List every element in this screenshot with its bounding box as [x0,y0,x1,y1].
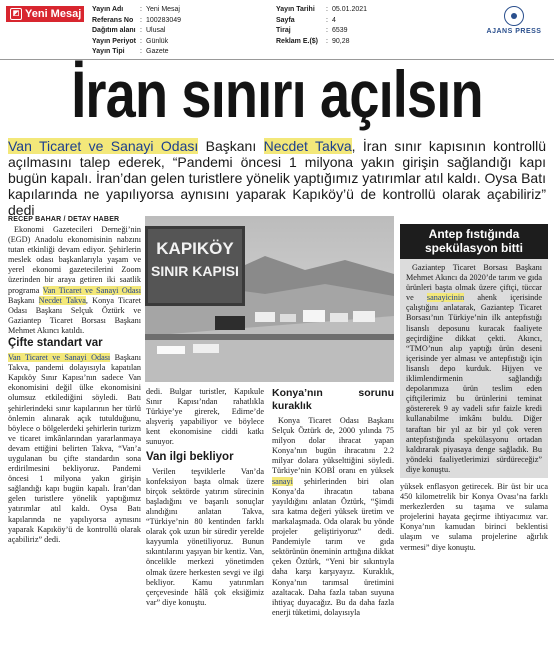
meta-value-type: Gazete [146,48,169,55]
sidebar-box [400,224,548,478]
article-column-3 [272,387,394,618]
col1-highlight-org: Van Ticaret ve Sanayi Odası [42,285,141,295]
meta-label-ref: Referans No [92,16,134,24]
agency-logo [484,6,544,35]
col3-subheading: Konya’nın sorunu kuraklık [272,387,394,412]
meta-value-ref: 100283049 [146,16,182,24]
article-column-4 [400,482,548,553]
col1-highlight-person: Necdet Takva [38,295,86,305]
publication-meta-left: Yayın Adı : Yeni Mesaj Referans No : 100283049 Dağıtım alanı : Ulusal Yayın Periyot : Günlük Yayın Tipi : Gazete [92,5,252,59]
meta-label-ad-value: Reklam E.($) [276,37,319,45]
logo-text: Yeni Mesaj [25,8,82,20]
meta-value-ad-value: 90,28 [332,37,350,45]
col1-paragraph-2: Van Ticaret ve Sanayi Odası Başkanı Takva, pandemi dolayısıyla kapatılan Kapıköy Sınır Kapısı’nın sadece Van ekonomisini değil ülke ekonomisini olumsuz etkilediğini söyledi. Batı şehirlerindeki sınır kapılarının her türlü önlemin alınarak açık tutulduğunu, böylece o bölgelerdeki şehirlerin turizm ve ticaret imkânlarından yararlanmaya devam ettiğini belirten Takva, “Van’a uygulanan bu çifte standardın sona erdirilmesini bekliyoruz. Pandemi öncesi 1 milyona yakın girişin sağlandığı kapı bugün kapalı. İran’dan gelen turistlere yönelik yaptığımız yatırımlar atıl kaldı. Oysa Batı kapılarında ne yapılıyorsa aynısını yaparak Kapıköy’ü de kontrollü olarak açabiliriz” dedi. [8,353,141,544]
byline: RECEP BAHAR / DETAY HABER [8,216,120,223]
article-column-2 [146,387,264,608]
col2-subheading: Van ilgi bekliyor [146,450,234,463]
sidebar-box-paragraph: Gaziantep Ticaret Borsası Başkanı Mehmet Akıncı da 2020’de tarım ve gıda ürünleri başta olmak üzere çiftçi, tüccar ve sanayicinin ahenk içerisinde çalıştığını anlatarak, Gaziantep Ticaret Borsası’nın Türkiye’nin ilk antepfıstığı lisanslı deposunu kuracak faaliyete geçirdiğine dikkat çekti. Akıncı, “TMO’nun alıp yaptığı ürün deseni içerisinde yer alması ve antepfıstığı için lisanslı depo kurduk. Hijyen ve iklimlendirmenin sağlandığı depolarımıza ürün teslim eden çiftçilerimiz bu ürünlerini teminat göstererek 9 ay vadeli sıfır faizle kredi kullanabilme imkânı buldu. Diğer taraftan bir yıl az bir yıl çok veren antepfıstığında spekülasyonu ortadan kaldırarak piyasaya denge sağladık. Bu yöndeki faaliyetlerimizi sürdüreceğiz” diye konuştu. [406,263,542,474]
meta-value-name: Yeni Mesaj [146,6,180,13]
meta-label-circulation: Tiraj [276,27,291,34]
agency-circle-icon [504,6,524,26]
col2-paragraph-1: Verilen teşviklerle Van’da konfeksiyon başta olmak üzere birçok sektörde yatırım sürecinin başladığını ve başarılı sonuçlar alındığını anlatan Takva, “Türkiye’nin 80 kentinden farklı olarak çok uzun bir süredir yerelde kayyumla yönetiliyoruz. Bunun sıkıntılarını yaşıyan bir kentiz. Van, öncelikle merkezi yönetimden olmak üzere herkesten sevgi ve ilgi bekliyor. Kamu yatırımları çerçevesinde hâlâ çok eksiğimiz var” diye konuştu. [146,466,264,607]
article-spot [8,138,546,218]
sign-text-line-2: SINIR KAPISI [151,263,239,279]
spot-text-1: Başkanı [198,138,264,154]
sidebar-box-title: Antep fıstığında spekülasyon bitti [400,224,548,259]
article-photo [145,216,394,382]
agency-name: AJANS PRESS [486,28,542,35]
meta-label-name: Yayın Adı [92,6,124,13]
sidebar-box-body [400,259,548,478]
meta-value-circulation: 6539 [332,27,348,34]
col1-highlight-org-2: Van Ticaret ve Sanayi Odası [8,353,111,363]
meta-label-date: Yayın Tarihi [276,6,315,13]
meta-label-area: Dağıtım alanı [92,27,136,34]
meta-value-date: 05.01.2021 [332,6,368,13]
publication-meta-right: Yayın Tarihi : 05.01.2021 Sayfa : 4 Tiraj : 6539 Reklam E.($) : 90,28 [276,5,446,49]
meta-label-period: Yayın Periyot [92,37,136,45]
logo-icon: ◩ [10,8,22,20]
sign-text-line-1: KAPIKÖY [156,239,234,258]
meta-value-page: 4 [332,16,336,24]
col1-paragraph-1: Ekonomi Gazetecileri Derneği’nin (EGD) Anadolu ekonomisinin nabzını tutan etkinliği devam ediyor. Şehirlerin meslek odası başkanlarıyla yaşam ve yerel ekonomi gazetecilerini Zoom üzerinden bir araya getiren iki saatlik programa Van Ticaret ve Sanayi Odası Başkanı Necdet Takva, Konya Ticaret Odası Başkanı Selçuk Öztürk ve Gaziantep Ticaret Borsası Başkanı Mehmet Akıncı katıldı. [8,225,141,335]
spot-highlight-person: Necdet Takva [263,138,352,154]
meta-value-period: Günlük [146,37,169,45]
spot-highlight-org: Van Ticaret ve Sanayi Odası [8,138,199,154]
col2-paragraph-0: dedi. Bulgar turistler, Kapıkule Sınır Kapısı’ndan rahatlıkla Türkiye’ye girerek, Edirne’de alışveriş yapabiliyor ve böylece kent ekonomisine ciddi katkı sunuyor. [146,387,264,447]
article-headline: İran sınırı açılsın [71,57,483,131]
col3-paragraph-1: Konya Ticaret Odası Başkanı Selçuk Öztürk de, 2000 yılında 75 milyon dolar ihracat yapan Konya’nın bugün ihracatını 2.2 milyar dolara yükselttiğini söyledi. Türkiye’nin KOBİ oranı en yüksek sanayi şehirlerinden biri olan Konya’da ihracatın tabana yayıldığını anlatan Öztürk, “Şimdi sıra katma değeri yüksek üretim ve markalaşmada. Oda olarak bu yönde projeler geliştiriyoruz” dedi. Pandemiyle tarım ve gıda sektörünün öneminin arttığına dikkat çeken Öztürk, “Yeni bir sıkıntıyla daha karşı karşıyayız. Kuraklık, Konya’nın tarımsal üretimini azaltacak. Daha fazla taban suyuna ihtiyaç duyacağız. Bu da daha fazla enerji tüketimi, dolayısıyla [272,416,394,617]
border-gate-photo [145,216,394,382]
col4-paragraph-1: yüksek enflasyon getirecek. Bir üst bir uca 450 kilometrelik bir Konya Ovası’na farklı merkezlerden su taşıma ve sulama projelerini hayata geçirme ihtiyacımız var. Konya’nın kamudan birinci beklentisi ulaşım ve sulama projelerine ağırlık vermesi” diye konuştu. [400,482,548,552]
spot-text-2: , İran sınır kapısının kontrollü açılmasını talep ederek, “Pandemi öncesi 1 milyona yakın girişin sağlandığı kapı bugün kapalı. İran’dan gelen turistlere yönelik yaptığımız yatırımlar atıl kaldı. Oysa Batı kapılarında ne yapılıyorsa aynısını yaparak Kapıköy’ü de kontrollü olarak açabiliriz” dedi [8,138,547,218]
col1-subheading: Çifte standart var [8,337,103,350]
publication-logo [6,6,84,22]
meta-label-type: Yayın Tipi [92,48,125,55]
meta-label-page: Sayfa [276,16,295,24]
article-column-1 [8,216,141,545]
meta-value-area: Ulusal [146,27,166,34]
sidebar-highlight-industrialist: sanayicinin [426,293,465,303]
col3-highlight-industry: sanayi [272,476,293,486]
